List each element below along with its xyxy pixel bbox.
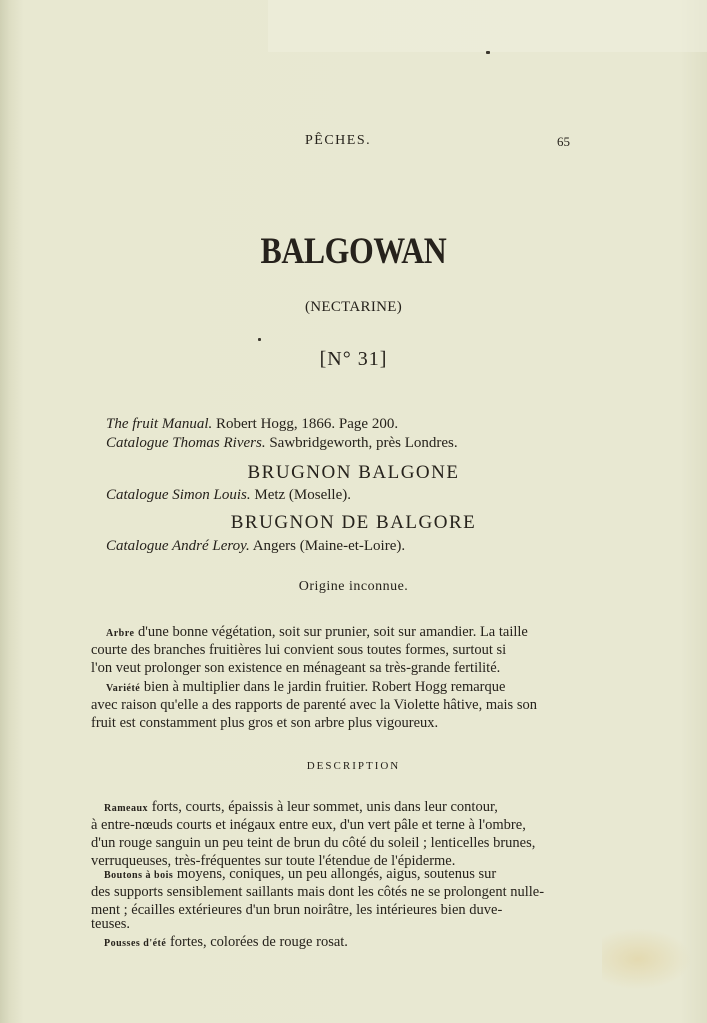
reference-line [106, 538, 405, 555]
paragraph-label: Rameaux [104, 803, 149, 814]
ink-speck [486, 51, 490, 54]
section-heading: DESCRIPTION [306, 760, 401, 772]
paper-stain [602, 928, 692, 990]
paragraph-line: verruqueuses, très-fréquentes sur toute l'étendue de l'épiderme. [91, 853, 456, 869]
paragraph-line: courte des branches fruitières lui convient sous toutes formes, surtout si [91, 642, 507, 658]
paragraph-label: Boutons à bois [104, 870, 174, 881]
reference-line [106, 487, 351, 504]
paragraph-line: avec raison qu'elle a des rapports de parenté avec la Violette hâtive, mais son [91, 697, 537, 713]
reference-source: The fruit Manual. [106, 416, 213, 432]
reference-line [106, 435, 458, 452]
reference-source: Catalogue André Leroy. [106, 538, 250, 554]
paragraph-line [106, 624, 528, 641]
paragraph-line [106, 679, 505, 696]
paragraph-line [104, 866, 496, 883]
paragraph-text: fortes, colorées de rouge rosat. [169, 934, 348, 950]
page-number: 65 [557, 134, 570, 149]
variety-subtitle: (NECTARINE) [304, 299, 403, 315]
origin-line: Origine inconnue. [298, 579, 409, 594]
paragraph-line: des supports sensiblement saillants mais dont les côtés ne se prolongent nulle- [91, 884, 545, 900]
paragraph-text: bien à multiplier dans le jardin fruitier. Robert Hogg remarque [143, 679, 506, 695]
reference-detail: Angers (Maine-et-Loire). [252, 538, 406, 554]
reference-detail: Metz (Moselle). [254, 487, 351, 503]
reference-source: Catalogue Simon Louis. [106, 487, 251, 503]
paragraph-line [104, 934, 348, 951]
reference-detail: Robert Hogg, 1866. Page 200. [216, 416, 399, 432]
reference-detail: Sawbridgeworth, près Londres. [269, 435, 458, 451]
paragraph-text: moyens, coniques, un peu allongés, aigus, soutenus sur [176, 866, 497, 882]
paragraph-label: Variété [106, 683, 141, 694]
reference-source: Catalogue Thomas Rivers. [106, 435, 266, 451]
running-header: PÊCHES. [305, 133, 372, 148]
paragraph-line: ment ; écailles extérieures d'un brun noirâtre, les intérieures bien duve- [91, 902, 503, 918]
synonym-heading: BRUGNON DE BALGORE [230, 512, 477, 533]
paragraph-line [104, 799, 498, 816]
ink-speck [258, 338, 261, 341]
paragraph-label: Arbre [106, 628, 135, 639]
paragraph-line: d'un rouge sanguin un peu teint de brun du côté du soleil ; lenticelles brunes, [91, 835, 536, 851]
paragraph-text: d'une bonne végétation, soit sur prunier, soit sur amandier. La taille [138, 624, 528, 640]
paragraph-text: forts, courts, épaissis à leur sommet, unis dans leur contour, [151, 799, 498, 815]
variety-title: BALGOWAN [260, 231, 447, 272]
paragraph-line: fruit est constamment plus gros et son arbre plus vigoureux. [91, 715, 439, 731]
reference-line [106, 416, 398, 433]
paragraph-line: à entre-nœuds courts et inégaux entre eux, d'un vert pâle et terne à l'ombre, [91, 817, 526, 833]
scan-light-strip [268, 0, 707, 52]
paragraph-label: Pousses d'été [104, 938, 167, 949]
paragraph-line: teuses. [91, 916, 131, 932]
paragraph-line: l'on veut prolonger son existence en ménageant sa très-grande fertilité. [91, 660, 501, 676]
variety-number: [N° 31] [319, 348, 388, 370]
synonym-heading: BRUGNON BALGONE [247, 462, 460, 483]
